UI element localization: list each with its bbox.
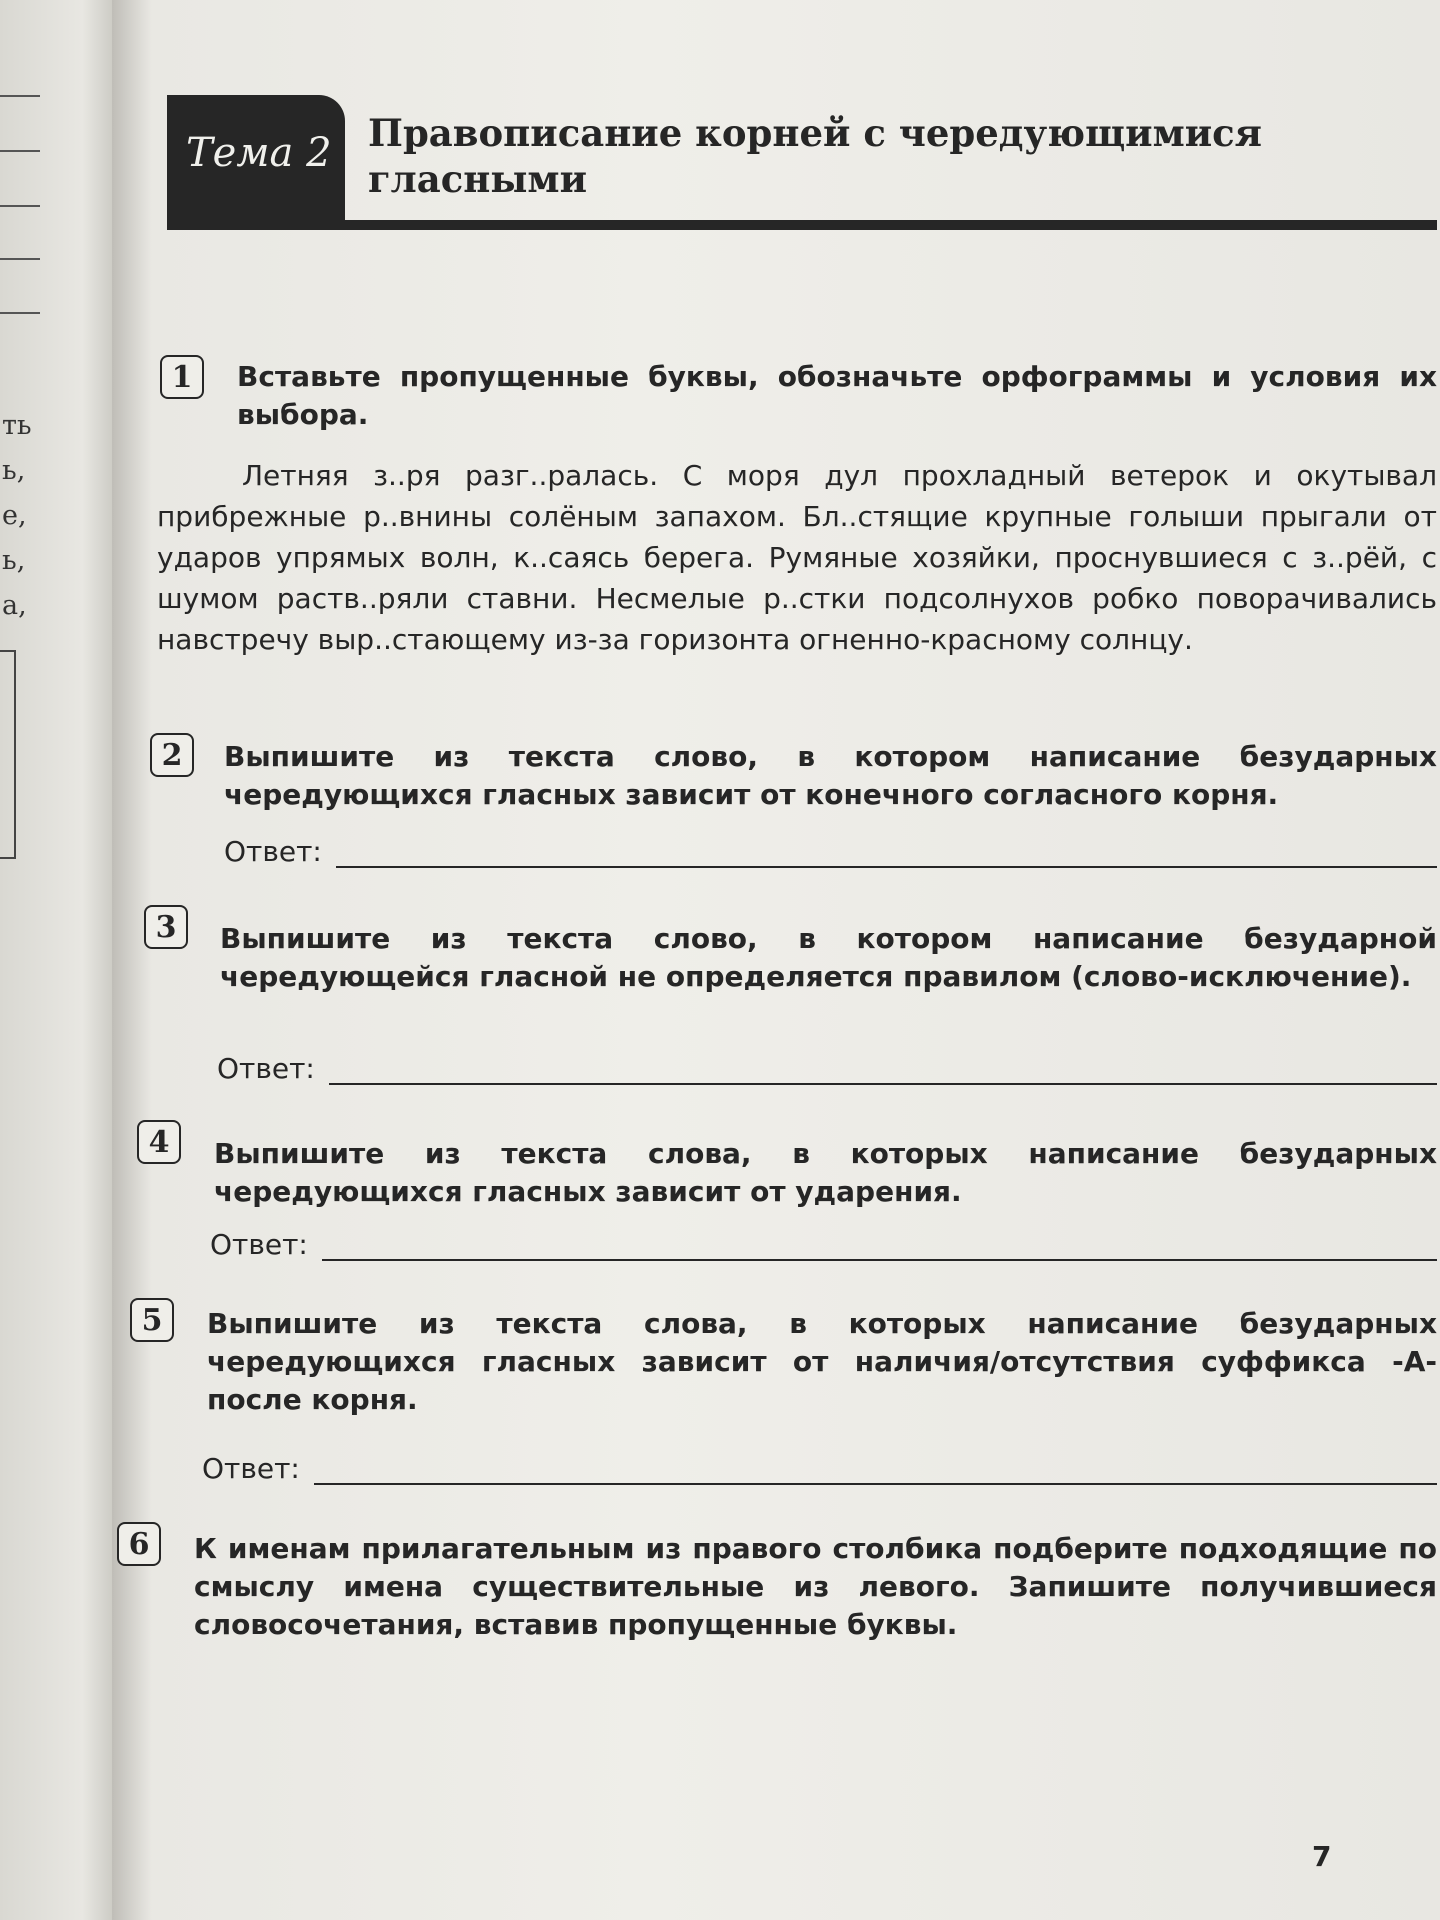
- answer-label: Ответ:: [202, 1452, 300, 1485]
- left-page-fragment: ь,: [2, 455, 26, 486]
- answer-label: Ответ:: [210, 1228, 308, 1261]
- left-page-table-edge: [0, 650, 16, 859]
- left-page-fragment: а,: [2, 590, 27, 621]
- task-number-badge: 6: [117, 1522, 161, 1566]
- topic-label: Тема 2: [186, 130, 332, 176]
- left-page-fragment: ь,: [2, 545, 26, 576]
- answer-label: Ответ:: [217, 1052, 315, 1085]
- task-4-instruction: Выпишите из текста слова, в которых написание безударных чередующихся гласных зависит от ударения.: [214, 1137, 1437, 1208]
- answer-line[interactable]: [314, 1453, 1437, 1485]
- left-page-rule: [0, 95, 40, 97]
- task-number-badge: 5: [130, 1298, 174, 1342]
- task-number-badge: 1: [160, 355, 204, 399]
- left-page-rule: [0, 205, 40, 207]
- task-3-answer: [217, 1052, 1437, 1085]
- task-3-instruction: Выпишите из текста слово, в котором написание безударной чередующейся гласной не определяется правилом (слово-исключение).: [220, 922, 1437, 993]
- left-page-rule: [0, 312, 40, 314]
- left-page-rule: [0, 150, 40, 152]
- left-page-fragment: ть: [2, 410, 32, 441]
- left-page-fragment: е,: [2, 500, 27, 531]
- answer-line[interactable]: [329, 1053, 1437, 1085]
- task-number-badge: 4: [137, 1120, 181, 1164]
- workbook-page: [112, 0, 1440, 1920]
- task-5-instruction: Выпишите из текста слова, в которых написание безударных чередующихся гласных зависит от наличия/отсутствия суффикса -А- после корня.: [207, 1307, 1437, 1416]
- task-2-instruction: Выпишите из текста слово, в котором написание безударных чередующихся гласных зависит от конечного согласного корня.: [224, 740, 1437, 811]
- task-1-passage: Летняя з..ря разг..ралась. С моря дул прохладный ветерок и окутывал прибрежные р..внины солёным запахом. Бл..стящие крупные голыши прыгали от ударов упрямых волн, к..саясь берега. Румяные хозяйки, проснувшиеся с з..рёй, с шумом раств..ряли ставни. Несмелые р..стки подсолнухов робко поворачивались навстречу выр..стающему из-за горизонта огненно-красному солнцу.: [157, 459, 1437, 656]
- page-number: 7: [1312, 1840, 1332, 1873]
- title-rule: [167, 220, 1437, 230]
- task-number-badge: 2: [150, 733, 194, 777]
- task-6-instruction: К именам прилагательным из правого столбика подберите подходящие по смыслу имена существительные из левого. Запишите получившиеся словосочетания, вставив пропущенные буквы.: [194, 1532, 1437, 1641]
- answer-line[interactable]: [336, 836, 1437, 868]
- task-4-answer: [210, 1228, 1437, 1261]
- answer-label: Ответ:: [224, 835, 322, 868]
- task-5-answer: [202, 1452, 1437, 1485]
- task-1-instruction: Вставьте пропущенные буквы, обозначьте орфограммы и условия их выбора.: [237, 360, 1437, 431]
- topic-title: Правописание корней с чередующимися гласными: [368, 111, 1263, 201]
- answer-line[interactable]: [322, 1229, 1437, 1261]
- left-page-edge: [0, 0, 118, 1920]
- task-number-badge: 3: [144, 905, 188, 949]
- left-page-rule: [0, 258, 40, 260]
- task-2-answer: [224, 835, 1437, 868]
